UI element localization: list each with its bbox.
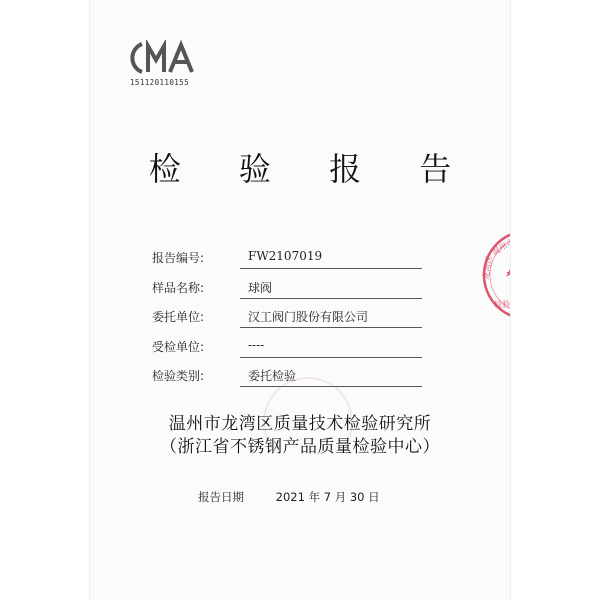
report-cover-page [90,0,516,600]
cma-certification-mark [130,40,200,87]
institution-subtitle: （浙江省不锈钢产品质量检验中心） [160,437,440,457]
field-label: 样品名称: [152,280,205,295]
field-row-inspected-unit [152,335,422,365]
red-seal-stamp [480,225,516,325]
field-row-client [152,305,422,335]
report-date [198,489,380,505]
field-row-sample-name [152,276,422,306]
field-label: 委托单位: [152,310,205,324]
field-value: FW2107019 [248,249,323,263]
report-date-value: 2021 年 7 月 30 日 [275,490,380,504]
field-underline [240,327,422,328]
field-label: 受检单位: [152,339,205,354]
cma-code: 151120110155 [130,78,189,87]
field-underline [240,298,422,299]
report-date-label: 报告日期 [198,490,244,504]
field-value: 球阀 [248,280,273,295]
field-value: 汉工阀门股份有限公司 [248,310,369,324]
field-underline [240,268,422,269]
field-label: 报告编号: [152,251,205,265]
field-label: 检验类别: [152,369,205,383]
institution-name: 温州市龙湾区质量技术检验研究所 [168,414,432,434]
field-row-report-number [152,246,422,276]
svg-text:温州市: 温州市 [490,236,516,257]
field-value: ---- [248,337,265,352]
field-underline [240,357,422,358]
field-value: 委托检验 [248,369,297,383]
cma-logo [130,40,200,76]
svg-text:龙湾区: 龙湾区 [481,255,495,281]
page-title: 检 验 报 告 [148,150,476,188]
seal-partial-text: 检验 [494,300,510,309]
